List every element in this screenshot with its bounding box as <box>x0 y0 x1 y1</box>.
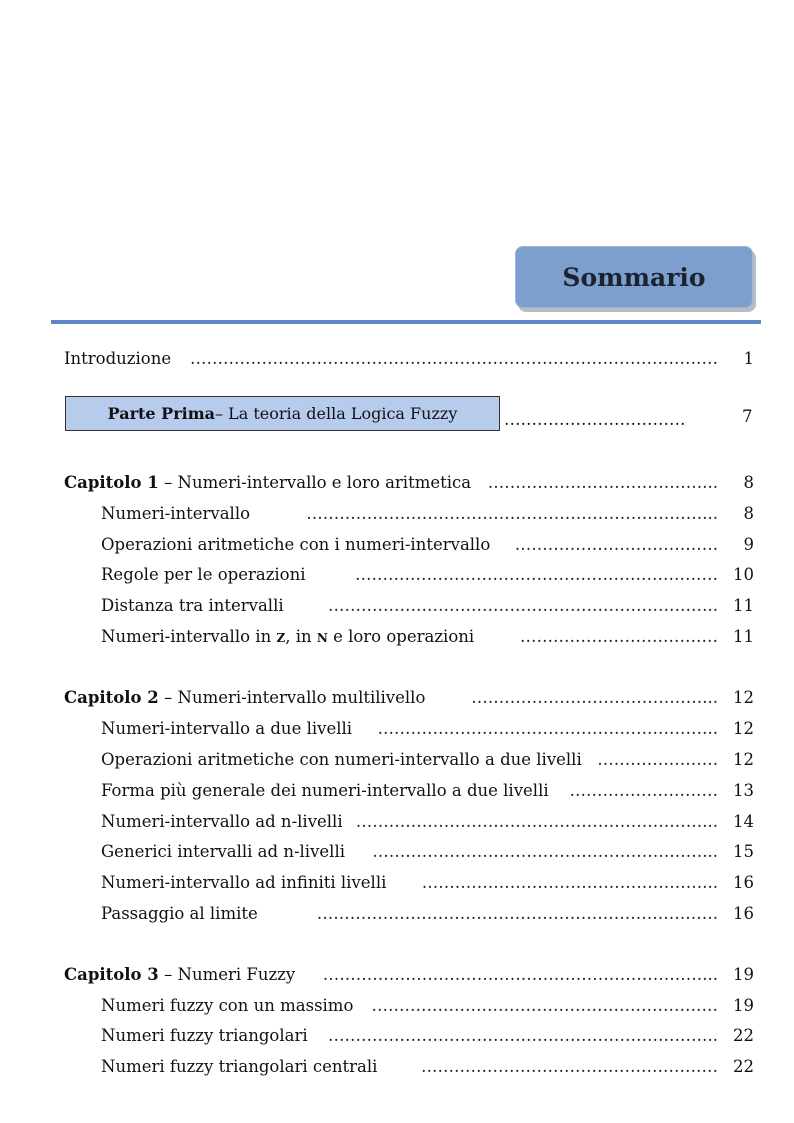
toc-leader-dots: ……………………………… <box>520 627 718 646</box>
toc-leader-dots: …………………. <box>597 750 718 769</box>
toc-entry-label: Numeri fuzzy con un massimo <box>101 996 354 1015</box>
toc-entry-label: Numeri-intervallo <box>101 504 251 523</box>
toc-entry-label: Numeri-intervallo ad infiniti livelli <box>101 873 387 892</box>
toc-leader-dots: …………………………… <box>504 410 686 429</box>
chapter-number: Capitolo 2 <box>64 688 159 707</box>
naturals-symbol: N <box>316 631 328 645</box>
toc-page-number: 14 <box>733 812 754 831</box>
toc-entry-label: Numeri-intervallo a due livelli <box>101 719 353 738</box>
part-heading-box[interactable] <box>65 396 500 431</box>
toc-leader-dots: ………………………………………………………………... <box>306 504 718 523</box>
chapter-title: – Numeri-intervallo e loro aritmetica <box>158 473 472 492</box>
toc-section[interactable] <box>101 901 754 927</box>
toc-leader-dots: …………………………………………………………….. <box>328 596 718 615</box>
toc-page-number: 11 <box>733 596 754 615</box>
toc-section[interactable] <box>101 1054 754 1080</box>
toc-page-number: 12 <box>733 719 754 738</box>
toc-entry-label: Regole per le operazioni <box>101 565 306 584</box>
chapter-title: – Numeri-intervallo multilivello <box>158 688 426 707</box>
toc-page-number: 12 <box>733 750 754 769</box>
toc-page-number: 15 <box>733 842 754 861</box>
toc-entry-label-end: e loro operazioni <box>327 627 475 646</box>
toc-leader-dots: …………………………………………………………….. <box>328 1026 718 1045</box>
toc-page-number: 1 <box>743 349 754 368</box>
toc-page-number: 9 <box>743 535 754 554</box>
toc-section[interactable] <box>101 778 754 804</box>
toc-section[interactable] <box>101 993 754 1019</box>
toc-page-number: 8 <box>743 473 754 492</box>
toc-leader-dots: …………………………………………………………………………………… <box>190 349 718 368</box>
toc-section[interactable] <box>101 532 754 558</box>
toc-entry-label: Numeri fuzzy triangolari <box>101 1026 308 1045</box>
toc-leader-dots: ………………………………………………………………. <box>316 904 718 923</box>
toc-entry-intro[interactable] <box>64 346 754 372</box>
toc-page-number: 22 <box>733 1057 754 1076</box>
toc-entry-label-mid: , in <box>285 627 317 646</box>
toc-page-number: 19 <box>733 996 754 1015</box>
toc-page-number: 11 <box>733 627 754 646</box>
toc-entry-label: Passaggio al limite <box>101 904 258 923</box>
toc-chapter-3[interactable] <box>64 962 754 988</box>
toc-entry-label: Operazioni aritmetiche con i numeri-intervallo <box>101 535 491 554</box>
integers-symbol: Z <box>276 631 286 645</box>
toc-page-number: 8 <box>743 504 754 523</box>
toc-leader-dots: ………………………………. <box>514 535 718 554</box>
chapter-number: Capitolo 1 <box>64 473 159 492</box>
toc-entry-label: Numeri-intervallo ad n-livelli <box>101 812 343 831</box>
part-heading-bold: Parte Prima <box>107 404 216 423</box>
toc-leader-dots: …………………………………... <box>487 473 718 492</box>
toc-leader-dots: ……………………………………………………… <box>371 996 718 1015</box>
toc-page-number: 10 <box>733 565 754 584</box>
toc-page-number: 22 <box>733 1026 754 1045</box>
toc-section[interactable] <box>101 747 754 773</box>
toc-chapter-2[interactable] <box>64 685 754 711</box>
summary-title-box <box>515 246 753 308</box>
toc-entry-label: Generici intervalli ad n-livelli <box>101 842 346 861</box>
toc-leader-dots: ……………………………………………… <box>421 1057 718 1076</box>
toc-leader-dots: ……………………… <box>569 781 718 800</box>
toc-leader-dots: …………………………………………………….. <box>377 719 718 738</box>
chapter-title: – Numeri Fuzzy <box>158 965 296 984</box>
toc-section[interactable] <box>101 1023 754 1049</box>
toc-section[interactable] <box>101 593 754 619</box>
toc-leader-dots: ……………………………………………... <box>421 873 718 892</box>
toc-page-number: 7 <box>742 407 753 426</box>
toc-entry-label: Numeri fuzzy triangolari centrali <box>101 1057 378 1076</box>
toc-section[interactable] <box>101 562 754 588</box>
toc-entry-label: Forma più generale dei numeri-intervallo a due livelli <box>101 781 549 800</box>
toc-section[interactable] <box>101 624 754 650</box>
page-title: Sommario <box>562 262 706 292</box>
toc-section[interactable] <box>101 501 754 527</box>
toc-section[interactable] <box>101 839 754 865</box>
toc-page-number: 16 <box>733 873 754 892</box>
toc-leader-dots: ……………………………………………………………... <box>322 965 718 984</box>
title-divider <box>51 320 761 324</box>
toc-entry-label: Introduzione <box>64 349 172 368</box>
chapter-number: Capitolo 3 <box>64 965 159 984</box>
toc-section[interactable] <box>101 870 754 896</box>
toc-section[interactable] <box>101 809 754 835</box>
toc-page-number: 13 <box>733 781 754 800</box>
toc-leader-dots: ………………………………………………………… <box>355 565 718 584</box>
toc-entry-label: Numeri-intervallo in <box>101 627 277 646</box>
toc-leader-dots: ……………………………………... <box>471 688 718 707</box>
toc-section[interactable] <box>101 716 754 742</box>
toc-page-number: 16 <box>733 904 754 923</box>
toc-entry-label: Operazioni aritmetiche con numeri-intervallo a due livelli <box>101 750 582 769</box>
part-heading-text: – La teoria della Logica Fuzzy <box>215 404 458 423</box>
toc-page-number: 19 <box>733 965 754 984</box>
toc-leader-dots: ………………………………………………………... <box>355 812 718 831</box>
toc-chapter-1[interactable] <box>64 470 754 496</box>
toc-entry-label: Distanza tra intervalli <box>101 596 284 615</box>
toc-leader-dots: ……………………………………………………... <box>372 842 718 861</box>
toc-page-number: 12 <box>733 688 754 707</box>
